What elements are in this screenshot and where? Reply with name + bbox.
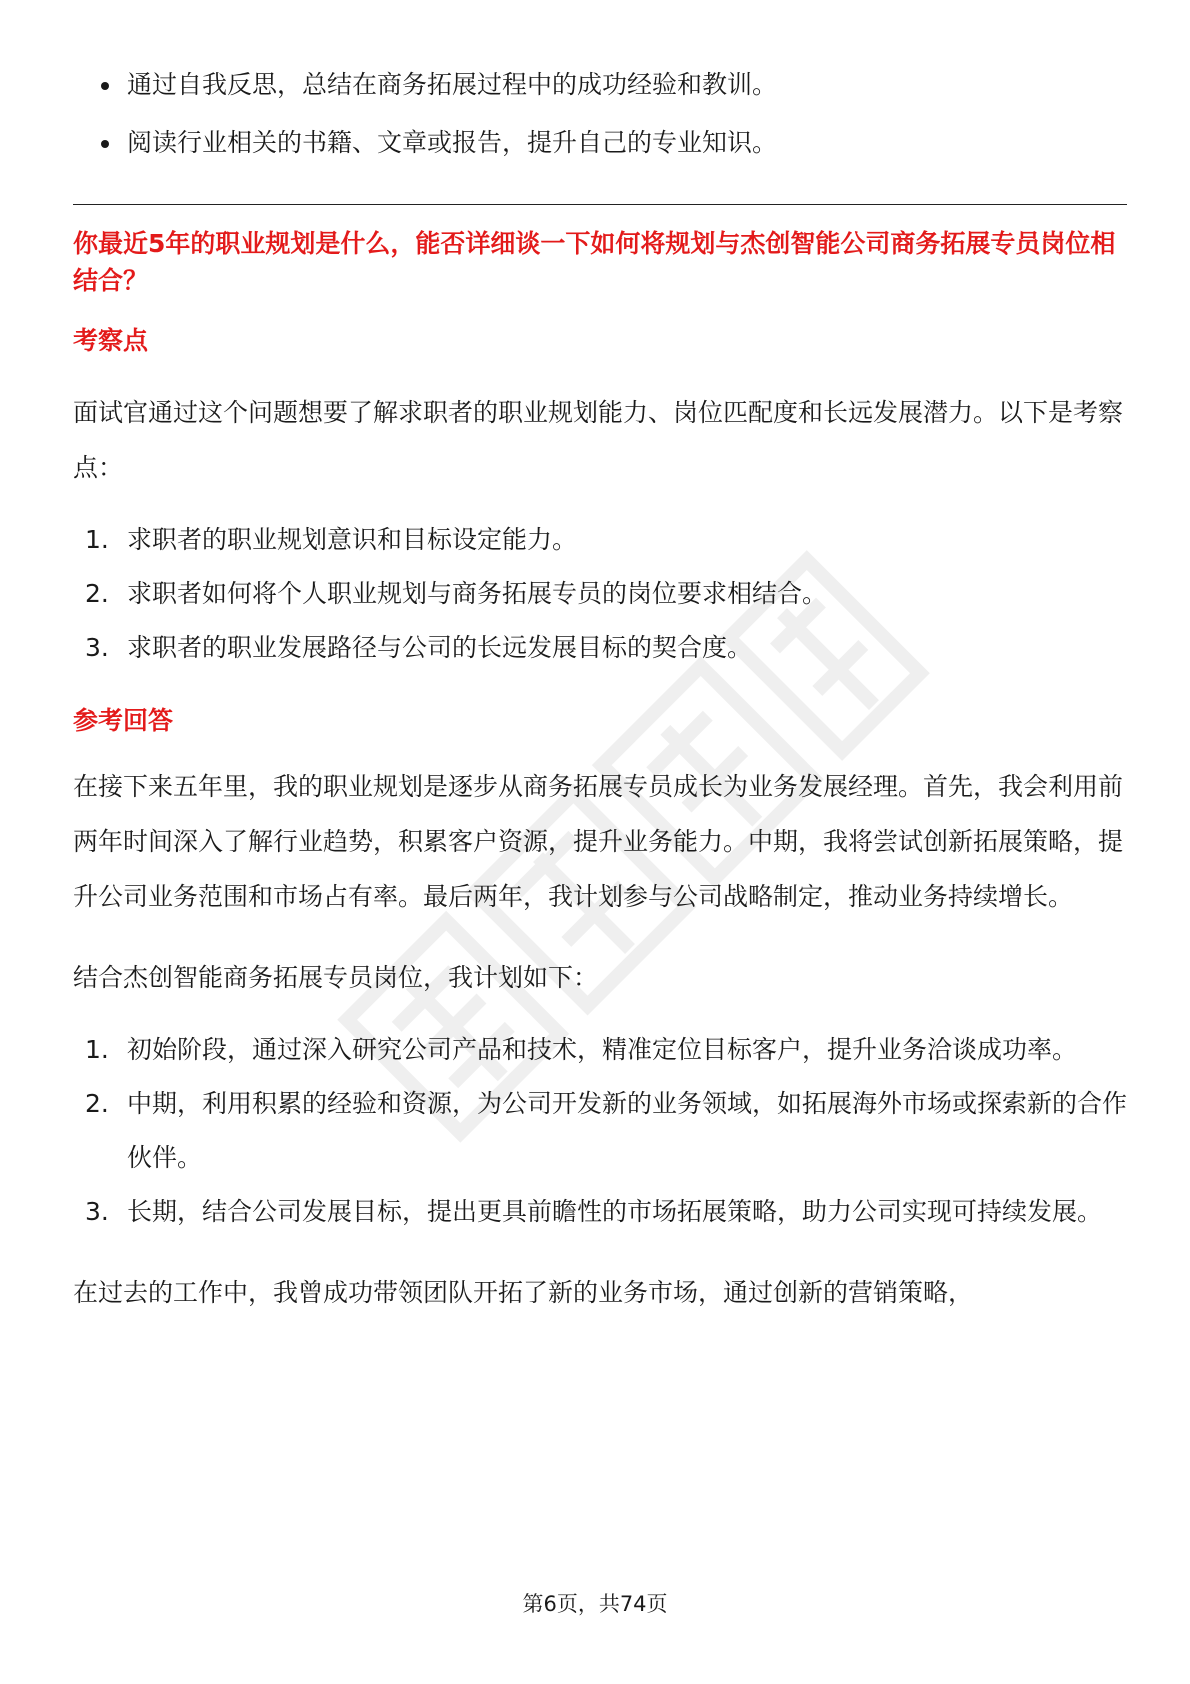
question-heading: 你最近5年的职业规划是什么，能否详细谈一下如何将规划与杰创智能公司商务拓展专员岗位相结合？ (73, 229, 1116, 295)
list-text: 求职者的职业发展路径与公司的长远发展目标的契合度。 (127, 633, 753, 662)
list-number: 1. (85, 1035, 109, 1064)
assessment-point-list (73, 513, 1127, 675)
bullet-text: 阅读行业相关的书籍、文章或报告，提升自己的专业知识。 (127, 128, 778, 157)
section-divider (73, 204, 1127, 205)
bullet-dot-icon (101, 140, 109, 148)
list-text: 中期，利用积累的经验和资源，为公司开发新的业务领域，如拓展海外市场或探索新的合作伙伴。 (127, 1089, 1128, 1172)
bullet-item (73, 114, 1127, 172)
plan-list (73, 1023, 1127, 1239)
list-item (73, 1185, 1127, 1239)
list-text: 求职者的职业规划意识和目标设定能力。 (127, 525, 578, 554)
list-item (73, 567, 1127, 621)
list-item (73, 1023, 1127, 1077)
section-heading-answer: 参考回答 (73, 706, 174, 735)
list-number: 2. (85, 1089, 109, 1118)
list-item (73, 621, 1127, 675)
past-experience-paragraph: 在过去的工作中，我曾成功带领团队开拓了新的业务市场，通过创新的营销策略， (73, 1278, 974, 1307)
bullet-text: 通过自我反思，总结在商务拓展过程中的成功经验和教训。 (127, 70, 778, 99)
list-text: 求职者如何将个人职业规划与商务拓展专员的岗位要求相结合。 (127, 579, 828, 608)
list-number: 2. (85, 579, 109, 608)
list-text: 初始阶段，通过深入研究公司产品和技术，精准定位目标客户，提升业务洽谈成功率。 (127, 1035, 1078, 1064)
list-number: 3. (85, 633, 109, 662)
list-item (73, 513, 1127, 567)
list-text: 长期，结合公司发展目标，提出更具前瞻性的市场拓展策略，助力公司实现可持续发展。 (127, 1197, 1103, 1226)
list-number: 3. (85, 1197, 109, 1226)
list-number: 1. (85, 525, 109, 554)
list-item (73, 1077, 1127, 1185)
plan-intro: 结合杰创智能商务拓展专员岗位，我计划如下： (73, 963, 599, 992)
assessment-intro: 面试官通过这个问题想要了解求职者的职业规划能力、岗位匹配度和长远发展潜力。以下是考察点： (73, 398, 1124, 482)
section-heading-assessment: 考察点 (73, 326, 149, 355)
page-number-footer: 第6页，共74页 (522, 1592, 668, 1616)
answer-paragraph: 在接下来五年里，我的职业规划是逐步从商务拓展专员成长为业务发展经理。首先，我会利用前两年时间深入了解行业趋势，积累客户资源，提升业务能力。中期，我将尝试创新拓展策略，提升公司业务范围和市场占有率。最后两年，我计划参与公司战略制定，推动业务持续增长。 (73, 772, 1124, 911)
top-bullet-list (73, 56, 1127, 172)
bullet-dot-icon (101, 82, 109, 90)
page-content (73, 56, 1127, 1320)
bullet-item (73, 56, 1127, 114)
